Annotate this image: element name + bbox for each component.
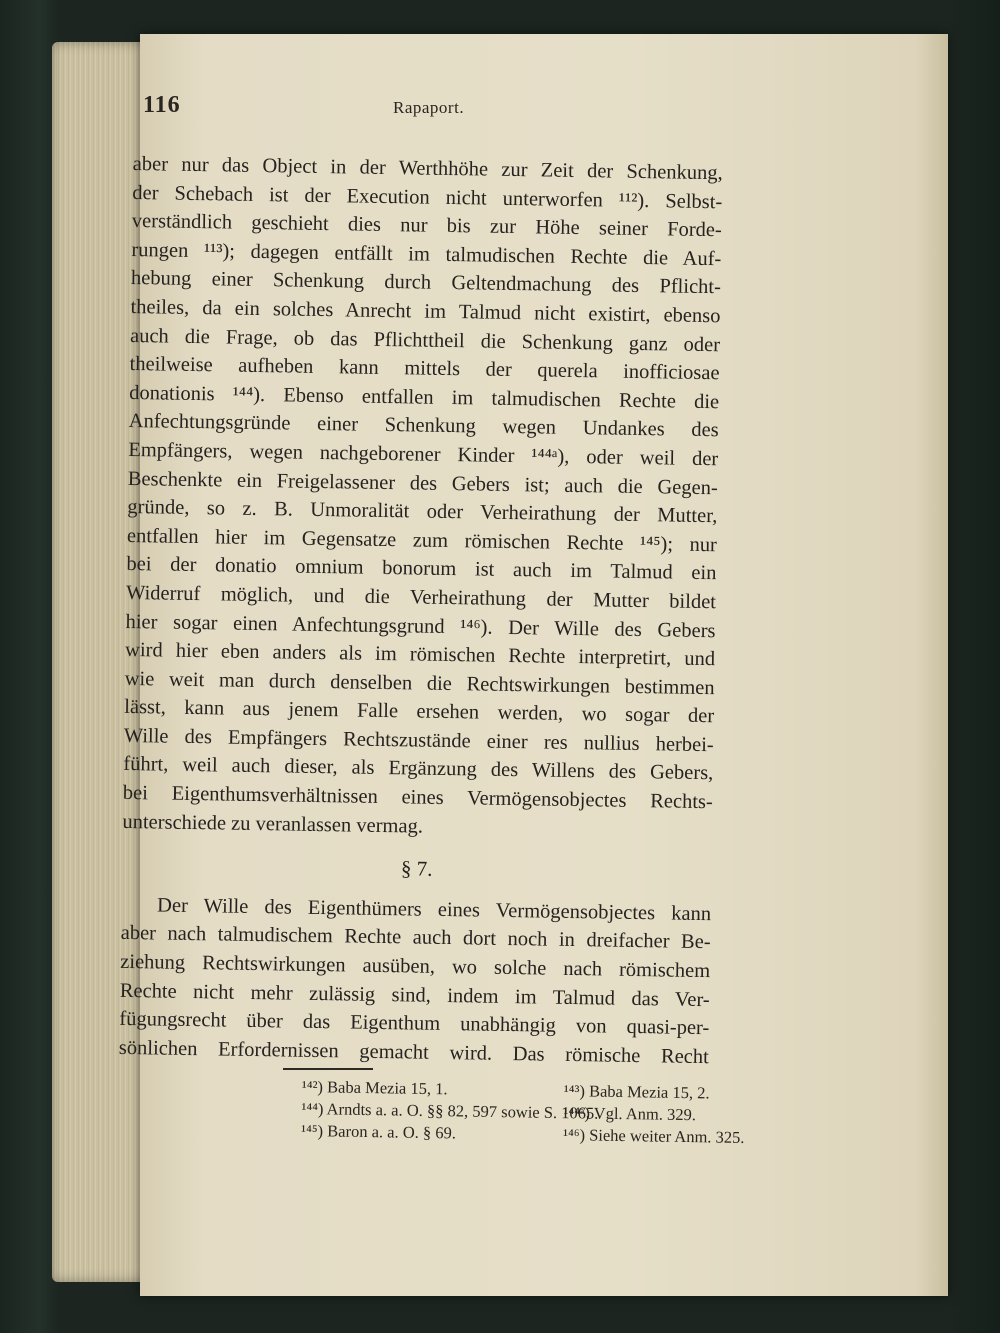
text-line: Rechte nicht mehr zulässig sind, indem im Talmud das Ver- — [119, 979, 710, 1011]
text-line: hebung einer Schenkung durch Geltendmachung des Pflicht- — [130, 267, 722, 299]
footnotes — [301, 1076, 862, 1151]
running-head: Rapaport. — [393, 98, 465, 117]
page-number: 116 — [143, 92, 181, 118]
footnote-rule — [283, 1068, 373, 1070]
footnote-145: ¹⁴⁵) Baron a. a. O. § 69. — [300, 1120, 457, 1143]
body-text — [119, 150, 723, 1072]
text-line: fügungsrecht über das Eigenthum unabhängig von quasi-per- — [119, 1008, 710, 1040]
text-line: wird hier eben anders als im römischen Rechte interpretirt, und — [124, 639, 716, 671]
paragraph-1 — [122, 150, 723, 845]
text-line: auch die Frage, ob das Pflichttheil die Schenkung ganz oder — [129, 324, 721, 356]
text-line: unterschiede zu veranlassen vermag. — [122, 810, 424, 838]
text-line: rungen ¹¹³); dagegen entfällt im talmudischen Rechte die Auf- — [131, 238, 722, 271]
text-line: donationis ¹⁴⁴). Ebenso entfallen im talmudischen Rechte die — [129, 381, 720, 413]
footnote-144: ¹⁴⁴) Arndts a. a. O. §§ 82, 597 sowie S. 1065. — [301, 1098, 599, 1123]
text-line: aber nur das Object in der Werthhöhe zur Zeit der Schenkung, — [132, 152, 723, 185]
text-line: sönlichen Erfordernissen gemacht wird. Das römische Recht — [118, 1036, 709, 1068]
text-line: Widerruf möglich, und die Verheirathung der Mutter bildet — [125, 581, 717, 614]
text-line: entfallen hier im Gegensatze zum römischen Rechte ¹⁴⁵); nur — [126, 524, 718, 556]
text-line: theilweise aufheben kann mittels der querela inofficiosae — [129, 353, 720, 385]
footnote-142: ¹⁴²) Baba Mezia 15, 1. — [301, 1076, 448, 1099]
text-line: Anfechtungsgründe einer Schenkung wegen Undankes des — [128, 410, 719, 442]
paragraph-2 — [119, 891, 712, 1072]
text-line: führt, weil auch dieser, als Ergänzung des Willens des Gebers, — [123, 753, 714, 785]
text-line: aber nach talmudischem Rechte auch dort noch in dreifacher Be- — [120, 922, 711, 954]
section-heading: § 7. — [400, 856, 433, 882]
text-line: hier sogar einen Anfechtungsgrund ¹⁴⁶). Der Wille des Gebers — [125, 610, 716, 642]
page-header — [143, 92, 703, 122]
text-line: Empfängers, wegen nachgeborener Kinder ¹⁴⁴ᵃ), oder weil der — [128, 438, 719, 471]
text-line: verständlich geschieht dies nur bis zur Höhe seiner Forde- — [131, 210, 722, 242]
text-line: lässt, kann aus jenem Falle ersehen werden, wo sogar der — [124, 696, 715, 728]
text-line: theiles, da ein solches Anrecht im Talmud nicht existirt, ebenso — [130, 295, 721, 328]
footnote-146: ¹⁴⁶) Siehe weiter Anm. 325. — [562, 1125, 745, 1147]
text-line: bei Eigenthumsverhältnissen eines Vermögensobjectes Rechts- — [122, 781, 713, 814]
text-line: Der Wille des Eigenthümers eines Vermögensobjectes kann — [156, 894, 712, 926]
footnote-143: ¹⁴³) Baba Mezia 15, 2. — [563, 1081, 710, 1103]
text-line: Wille des Empfängers Rechtszustände einer res nullius herbei- — [123, 724, 714, 757]
text-line: ziehung Rechtswirkungen ausüben, wo solche nach römischem — [120, 950, 711, 983]
text-line: Beschenkte ein Freigelassener des Gebers ist; auch die Gegen- — [127, 467, 718, 499]
text-line: der Schebach ist der Execution nicht unterworfen ¹¹²). Selbst- — [132, 181, 723, 213]
text-line: gründe, so z. B. Unmoralität oder Verheirathung der Mutter, — [127, 496, 718, 528]
text-line: wie weit man durch denselben die Rechtswirkungen bestimmen — [124, 667, 715, 699]
text-line: bei der donatio omnium bonorum ist auch im Talmud ein — [126, 553, 717, 585]
footnote-144a: ¹⁴⁴ᵃ) Vgl. Anm. 329. — [563, 1103, 697, 1125]
